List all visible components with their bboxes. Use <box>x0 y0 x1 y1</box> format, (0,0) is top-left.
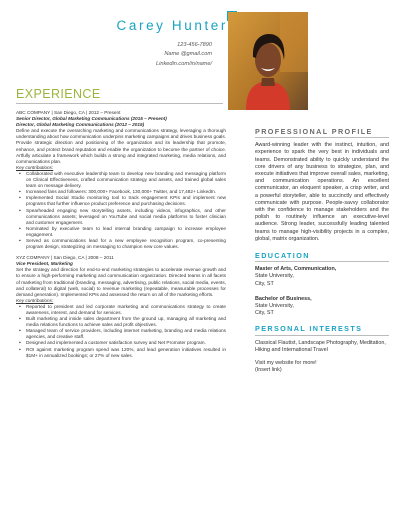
job-summary: Define and execute the overarching marketing and communications strategy, leveraging a thorough understanding about how communication underpins marketing campaigns and drives business goals. Provide strategic direction and positioning of the organization and its leadership that promote, enhance, and protect brand reputation and enable the organization to become the partner of choice. Artfully articulate a framework which builds a strong and integrated marketing, media relations, and communications plan. <box>16 128 226 164</box>
job-role: Director, Global Marketing Communications (2012 – 2015) <box>16 122 145 128</box>
website-link[interactable]: (Insert link) <box>255 367 282 374</box>
list-item: ▪ Implemented Social Studio monitoring tool to track engagement KPIs and implement new programs that further influence product preference and purchasing decisions. <box>26 195 226 207</box>
interests-section <box>255 340 389 375</box>
list-item: ▪ Reported to president and led corporate marketing and communications strategy to create awareness, interest, and demand for services. <box>26 304 226 316</box>
job-summary: Set the strategy and direction for end-to-end marketing strategies to accelerate revenue growth and to ensure a high-performing marketing and communication organization. Directed teams in all facets of marketing from traditional (branding, messaging, advertising, public relations, social media, events, and collateral) to digital (web, social) to revenue marketing (repeatable, measurable processes for demand generation). Implemented KPIs and assessed the return on all of the marketing efforts. <box>16 267 226 297</box>
education-divider <box>255 261 389 262</box>
key-contributions-label: Key contributions: <box>16 297 54 303</box>
list-item: ▪ Built marketing and inside sales department from the ground up, managing all marketing and media relations functions to achieve sales and profit objectives. <box>26 316 226 328</box>
degree: Master of Arts, Communication, <box>255 266 337 273</box>
candidate-name: Carey Hunter <box>116 18 228 33</box>
profile-divider <box>255 137 389 138</box>
key-contributions-label: Key contributions: <box>16 164 54 170</box>
job-entry <box>16 255 226 359</box>
degree: Bachelor of Business, <box>255 295 312 302</box>
list-item: ▪ Designed and implemented a customer satisfaction survey and Net Promoter program. <box>26 340 226 346</box>
list-item: ▪ Increased fans and followers: 300,000+ Facebook, 130,000+ Twitter, and 17,482+ LinkedIn. <box>26 189 226 195</box>
school: State University, <box>255 303 294 310</box>
phone-number: 123-456-7890 <box>177 42 212 48</box>
job-role: Vice President, Marketing <box>16 261 73 267</box>
education-item <box>255 296 389 318</box>
job-company: ABC COMPANY | San Diego, CA | 2012 – Present <box>16 110 121 115</box>
education-item <box>255 266 389 288</box>
experience-divider <box>16 103 223 104</box>
interests-divider <box>255 335 389 336</box>
job-entry <box>16 110 226 250</box>
website-prompt: Visit my website for more! <box>255 360 317 367</box>
contact-block <box>156 41 212 69</box>
job-role: Senior Director, Global Marketing Communications (2015 – Present) <box>16 116 167 122</box>
experience-heading: EXPERIENCE <box>16 87 101 101</box>
school-location: City, ST <box>255 310 274 317</box>
list-item: ▪ ROI against marketing program spend was 120%, and lead generation initiatives resulted in $1M+ in annualized bookings; or 27% of new sales. <box>26 347 226 359</box>
experience-section <box>16 110 226 359</box>
school: State University, <box>255 273 294 280</box>
profile-heading: PROFESSIONAL PROFILE <box>255 127 373 136</box>
list-item: ▪ Nominated by executive team to lead internal branding campaign to increase employee engagement. <box>26 226 226 238</box>
profile-text: Award-winning leader with the instinct, intuition, and experience to spark the very best in individuals and teams. Demonstrated ability to quickly understand the core drivers of any business to strategize, plan, and execute initiatives that improve overall sales, marketing, and communication operations. An excellent communicator, an eloquent speaker, a crisp writer, and a powerful storyteller, able to succinctly and effectively communicate with purpose. People-savvy collaborator with the confidence to manage stakeholders and the polish to routinely influence an executive-level audience. Strong leader, successfully leading talented teams to manage high-visibility projects in a complex, global, matrix organization. <box>255 142 389 242</box>
job-company: XYZ COMPANY | San Diego, CA | 2008 – 2011 <box>16 255 114 261</box>
contributions-list <box>16 171 226 250</box>
interests-heading: PERSONAL INTERESTS <box>255 324 363 334</box>
education-heading: EDUCATION <box>255 251 310 261</box>
list-item: ▪ Managed team of service providers, including internet marketing, branding and media relations agencies, and creative staff. <box>26 328 226 340</box>
interests-text: Classical Flautist, Landscape Photography, Meditation, Hiking and International Travel <box>255 339 386 353</box>
contributions-list <box>16 304 226 359</box>
email-address[interactable]: Name @gmail.com <box>164 51 212 58</box>
list-item: ▪ Collaborated with executive leadership team to develop new branding and messaging platform on Clinical Effectiveness, crafted communication strategy and assets, and trained global sales team on message delivery. <box>26 171 226 189</box>
sidebar <box>255 128 389 374</box>
linkedin-link[interactable]: Linkedin.com/in/name/ <box>156 60 212 67</box>
profile-photo <box>228 12 308 110</box>
school-location: City, ST <box>255 280 274 287</box>
list-item: ▪ Spearheaded engaging new storytelling assets, including videos, infographics, and other communications assets; leveraged on YouTube and social media platforms to foster clinician and customer engagement. <box>26 208 226 226</box>
list-item: ▪ Served as communications lead for a new employee recognition program, co-presenting program design, strategizing on messaging to champion new core values. <box>26 238 226 250</box>
